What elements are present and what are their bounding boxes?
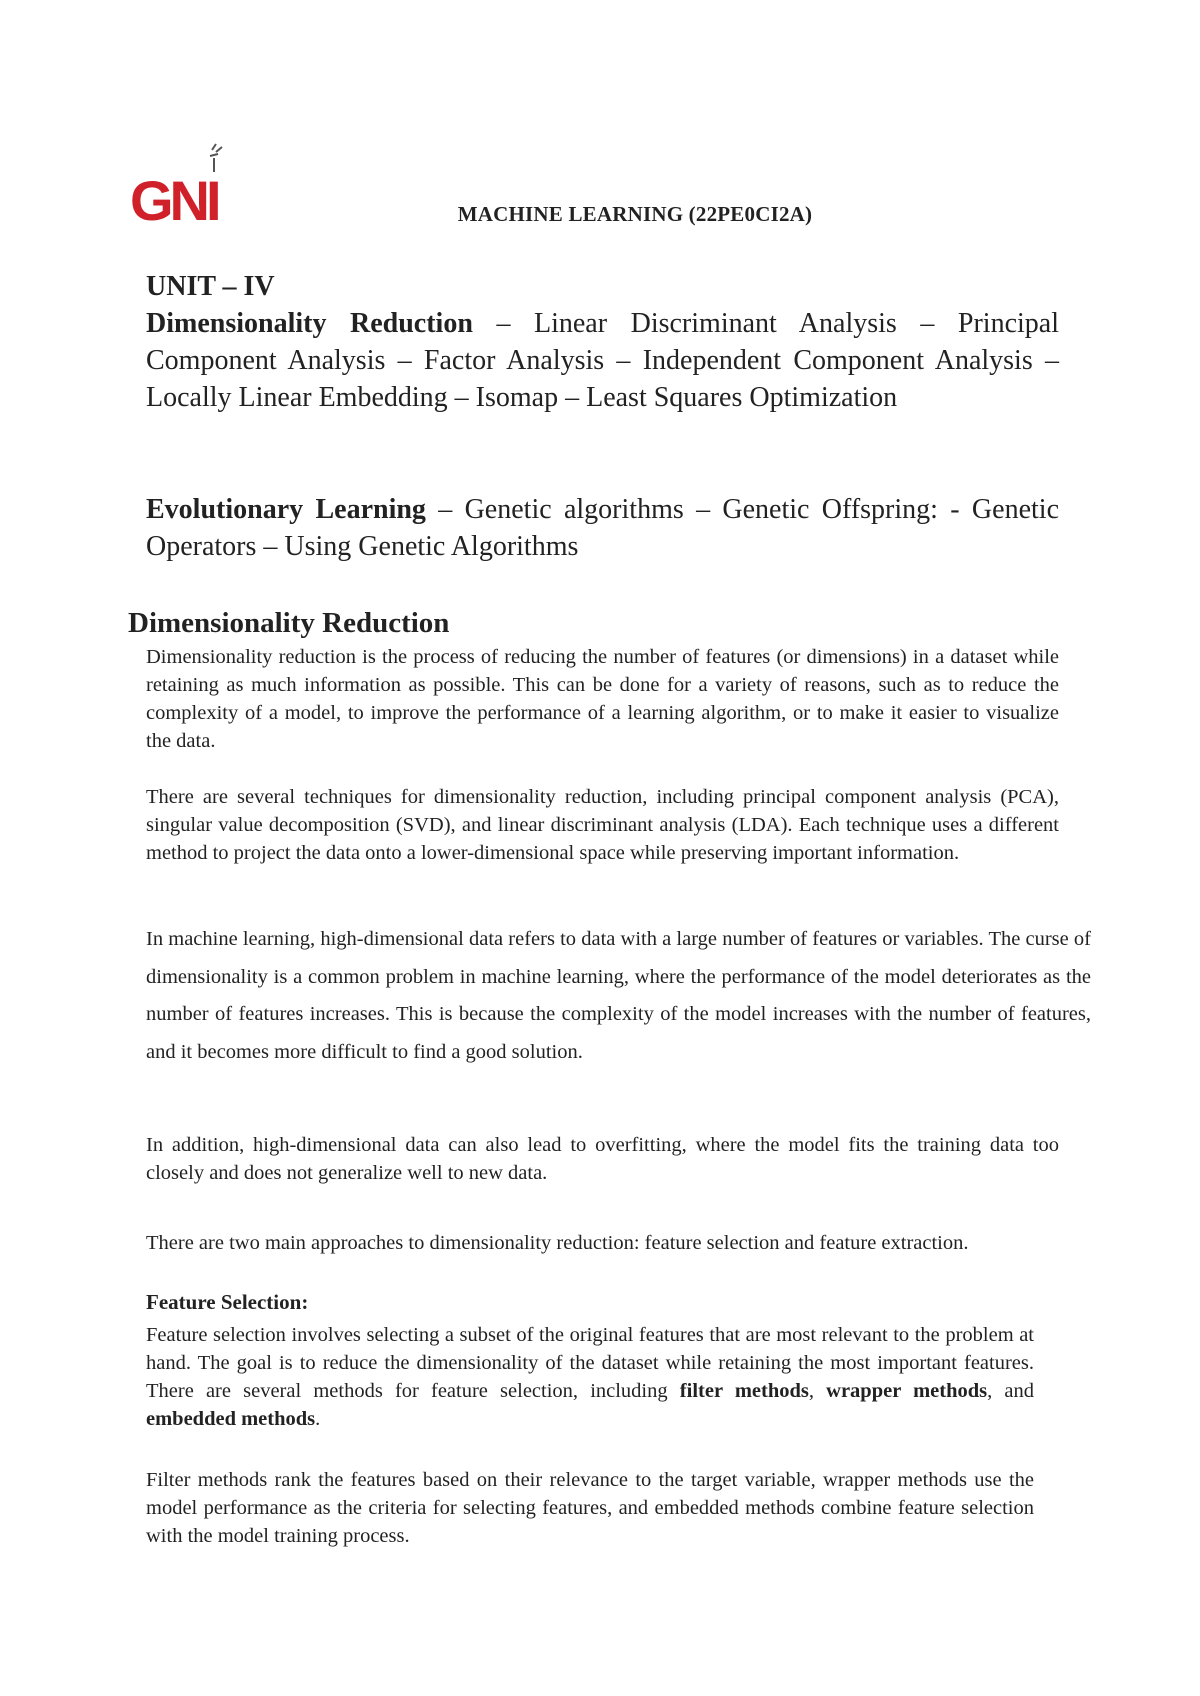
comma-separator: ,: [808, 1380, 827, 1402]
syllabus-evolutionary-block: [146, 491, 1059, 565]
logo-torch-icon: [210, 144, 222, 172]
paragraph-curse-of-dimensionality: In machine learning, high-dimensional data refers to data with a large number of features or variables. The curse of dimensionality is a common problem in machine learning, where the performance of the model deteriorates as the number of features increases. This is because the complexity of the model increases with the number of features, and it becomes more difficult to find a good solution.: [146, 928, 1091, 1063]
paragraph-techniques: There are several techniques for dimensionality reduction, including principal component analysis (PCA), singular value decomposition (SVD), and linear discriminant analysis (LDA). Each technique uses a different method to project the data onto a lower-dimensional space while preserving important information.: [146, 786, 1059, 864]
filter-methods-term: filter methods: [679, 1380, 809, 1402]
paragraph-feature-selection: [146, 1321, 1034, 1433]
syllabus-evo-topics: – Genetic algorithms – Genetic Offspring: - Genetic Operators – Using Genetic Algorithms: [146, 494, 1059, 562]
and-separator: , and: [987, 1380, 1035, 1402]
unit-label: [146, 268, 1059, 305]
syllabus-evo-title: Evolutionary Learning: [146, 494, 426, 525]
unit-label-text: UNIT – IV: [146, 271, 275, 302]
syllabus-dr-title: Dimensionality Reduction: [146, 308, 473, 339]
paragraph-definition: Dimensionality reduction is the process of reducing the number of features (or dimensions) in a dataset while retaining as much information as possible. This can be done for a variety of reasons, such as to reduce the complexity of a model, to improve the performance of a learning algorithm, or to make it easier to visualize the data.: [146, 646, 1059, 752]
syllabus-dr-topics: – Linear Discriminant Analysis – Principal Component Analysis – Factor Analysis – Independent Component Analysis – Locally Linear Embedding – Isomap – Least Squares Optimization: [146, 308, 1059, 413]
feature-selection-heading-text: Feature Selection: [146, 1290, 302, 1314]
paragraph-filter-wrapper-embedded: Filter methods rank the features based on their relevance to the target variable, wrapper methods use the model performance as the criteria for selecting features, and embedded methods combine feature selection with the model training process.: [146, 1469, 1034, 1547]
course-title: MACHINE LEARNING (22PE0CI2A): [457, 202, 813, 226]
feature-selection-heading: [146, 1290, 308, 1315]
period: .: [315, 1408, 321, 1430]
syllabus-dimensionality-block: [146, 305, 1059, 416]
feature-selection-intro: Feature selection involves selecting a subset of the original features that are most relevant to the problem at hand. The goal is to reduce the dimensionality of the dataset while retaining the most important features. There are several methods for feature selection, including: [146, 1324, 1034, 1402]
paragraph-overfitting: In addition, high-dimensional data can also lead to overfitting, where the model fits the training data too closely and does not generalize well to new data.: [146, 1134, 1059, 1184]
wrapper-methods-term: wrapper methods: [826, 1380, 988, 1402]
logo-text: GNI: [130, 169, 218, 226]
feature-selection-colon: :: [301, 1290, 309, 1314]
paragraph-approaches: There are two main approaches to dimensionality reduction: feature selection and feature extraction.: [146, 1232, 969, 1254]
embedded-methods-term: embedded methods: [146, 1408, 316, 1430]
section-heading: Dimensionality Reduction: [128, 607, 450, 639]
